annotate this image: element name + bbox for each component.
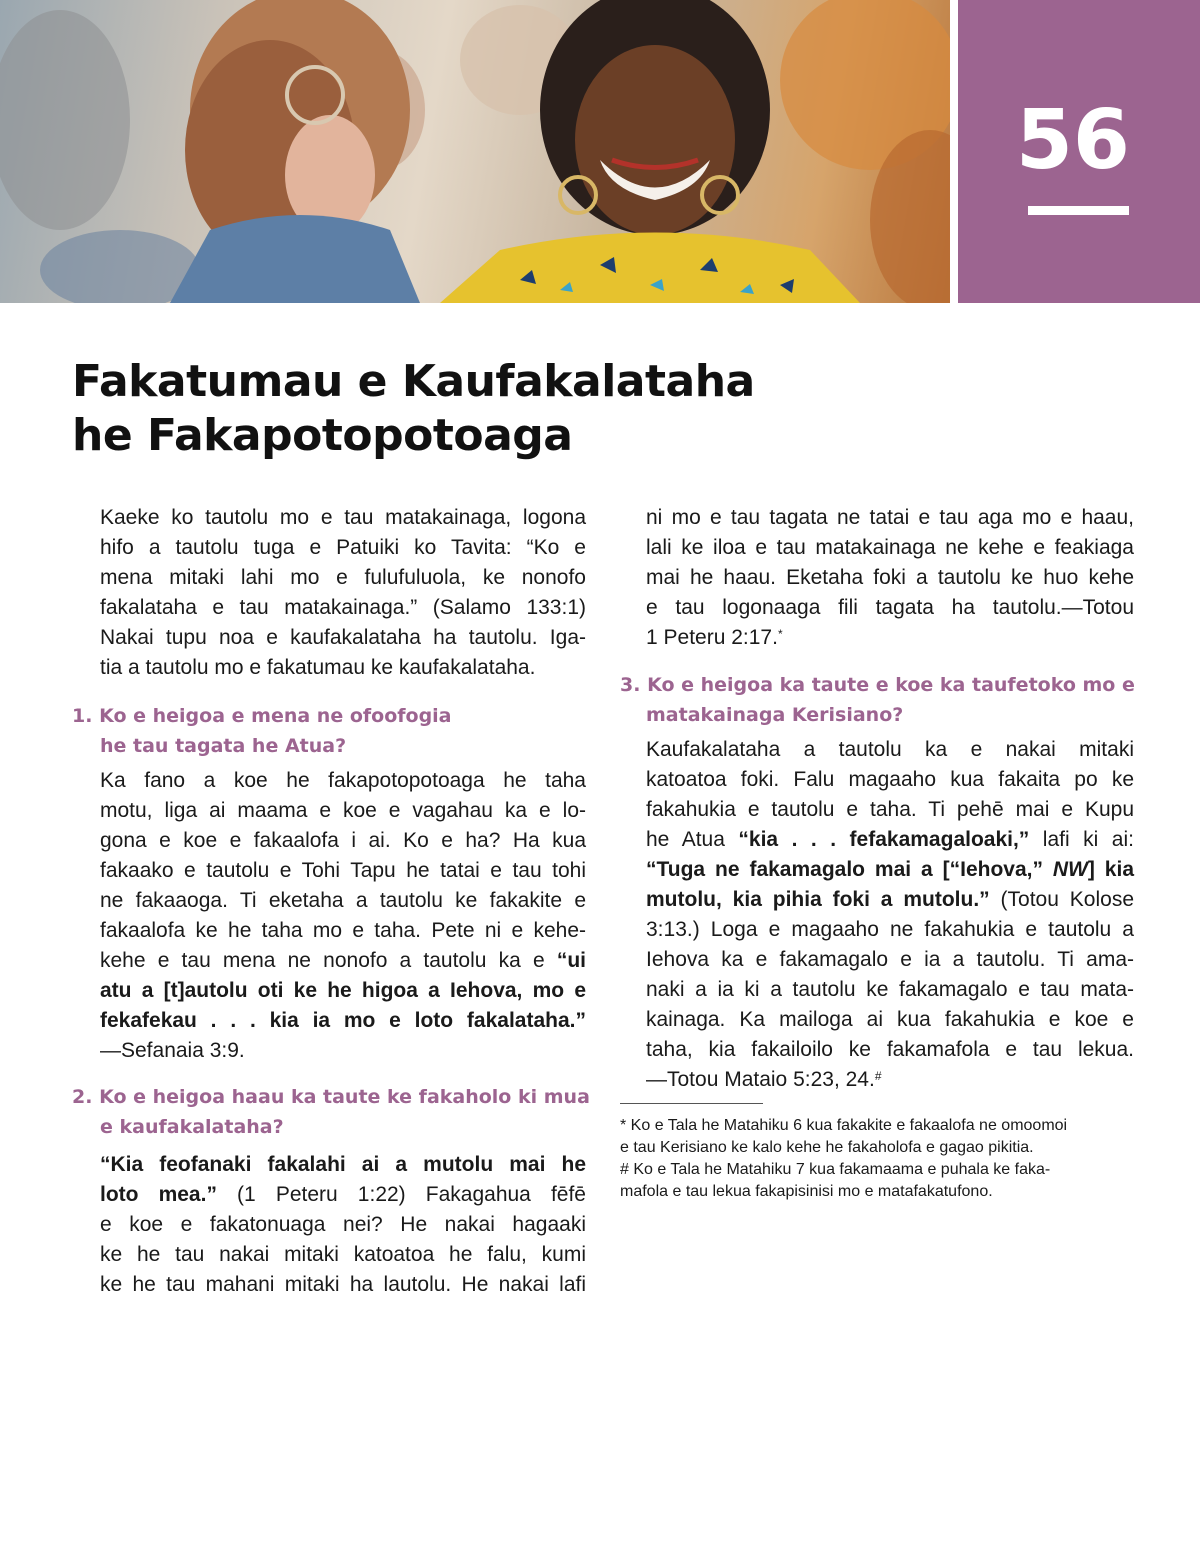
answer-line: Ka fano a koe he fakapotopotoaga he taha <box>100 769 586 792</box>
answer-line: 3:13.) Loga e magaaho ne fakahukia e tautolu a <box>646 918 1134 941</box>
scripture-quote-line: fekafekau . . . kia ia mo e loto fakalataha.” <box>100 1009 586 1032</box>
question-text: Ko e heigoa haau ka taute ke fakaholo ki mua <box>99 1086 590 1108</box>
answer-line: taha, kia fakailoilo ke fakamafola e tau lekua. <box>646 1038 1134 1061</box>
reference-text: —Totou Mataio 5:23, 24. <box>646 1068 875 1091</box>
answer-text: (Totou Kolose <box>989 888 1134 911</box>
answer-line: Kaufakalataha a tautolu ka e nakai mitaki <box>646 738 1134 761</box>
scripture-quote-line: “Kia feofanaki fakalahi ai a mutolu mai he <box>100 1153 586 1176</box>
answer-line: ni mo e tau tagata ne tatai e tau aga mo e haau, <box>646 506 1134 529</box>
scripture-quote: loto mea.” <box>100 1183 217 1206</box>
footnote-line: mafola e tau lekua fakapisinisi mo e matafakatufono. <box>620 1183 993 1200</box>
scripture-quote-line <box>646 855 1134 885</box>
answer-line: ke he tau mahani mitaki ha lautolu. He nakai lafi <box>100 1273 586 1296</box>
intro-line: Nakai tupu noa e kaufakalataha ha tautolu. Iga- <box>100 626 586 649</box>
answer-line: gona e koe e fakaalofa i ai. Ko e ha? Ha kua <box>100 829 586 852</box>
answer-text: (1 Peteru 1:22) Fakagahua fēfē <box>216 1183 586 1206</box>
answer-line <box>646 885 1134 915</box>
intro-line: fakalataha e tau matakainaga.” (Salamo 133:1) <box>100 596 586 619</box>
question-1-heading-cont: he tau tagata he Atua? <box>100 735 347 757</box>
question-text: Ko e heigoa e mena ne ofoofogia <box>99 705 452 727</box>
lesson-number-underline <box>1028 206 1129 215</box>
footnote-divider <box>620 1103 763 1104</box>
translation-abbrev: NW <box>1052 858 1088 881</box>
question-2-heading <box>72 1082 590 1112</box>
question-number: 2. <box>72 1086 93 1108</box>
answer-line: fakahukia e tautolu e taha. Ti pehē mai e Kupu <box>646 798 1134 821</box>
answer-line <box>646 825 1134 855</box>
question-2-heading-cont: e kaufakalataha? <box>100 1116 284 1138</box>
reference-text: 1 Peteru 2:17. <box>646 626 778 649</box>
intro-line: mena mitaki lahi mo e fulufuluola, ke nonofo <box>100 566 586 589</box>
scripture-quote: “Tuga ne fakamagalo mai a [“Iehova,” <box>646 858 1053 881</box>
question-text: Ko e heigoa ka taute e koe ka taufetoko mo e <box>647 674 1135 696</box>
photo-illustration <box>0 0 950 303</box>
answer-line: e tau logonaaga fili tagata ha tautolu.—Totou <box>646 596 1134 619</box>
answer-line: fakaako e tautolu e Tohi Tapu he tatai e tau tohi <box>100 859 586 882</box>
scripture-quote: ] kia <box>1087 858 1134 881</box>
question-number: 1. <box>72 705 93 727</box>
answer-line: Iehova ka e fakamagalo e ia a tautolu. Ti ama- <box>646 948 1134 971</box>
intro-line: tia a tautolu mo e fakatumau ke kaufakalataha. <box>100 656 536 679</box>
intro-line: Kaeke ko tautolu mo e tau matakainaga, logona <box>100 506 586 529</box>
scripture-reference <box>646 623 783 653</box>
answer-text: he Atua <box>646 828 739 851</box>
answer-line: e koe e fakatonuaga nei? He nakai hagaaki <box>100 1213 586 1236</box>
header-photo <box>0 0 950 303</box>
answer-line <box>100 1180 586 1210</box>
answer-text: lafi ki ai: <box>1029 828 1134 851</box>
question-3-heading <box>620 670 1135 700</box>
answer-line: kainaga. Ka mailoga ai kua fakahukia e koe e <box>646 1008 1134 1031</box>
answer-line <box>100 946 586 976</box>
footnote-marker[interactable]: # <box>874 1069 882 1083</box>
lesson-number-panel <box>958 0 1200 303</box>
question-3-heading-cont: matakainaga Kerisiano? <box>646 704 904 726</box>
scripture-quote: mutolu, kia pihia foki a mutolu.” <box>646 888 990 911</box>
answer-line: mai he haau. Eketaha foki a tautolu ke huo kehe <box>646 566 1134 589</box>
answer-line: lali ke iloa e tau matakainaga ne kehe e feakiaga <box>646 536 1134 559</box>
lesson-number: 56 <box>1015 93 1130 188</box>
scripture-quote: “ui <box>556 949 586 972</box>
intro-line: hifo a tautolu tuga e Patuiki ko Tavita: “Ko e <box>100 536 586 559</box>
answer-line: naki a ia ki a tautolu ke fakamagalo e tau mata- <box>646 978 1134 1001</box>
scripture-reference: —Sefanaia 3:9. <box>100 1039 245 1062</box>
scripture-quote: “kia . . . fefakamagaloaki,” <box>738 828 1030 851</box>
page-title <box>72 355 892 463</box>
footnote-line: e tau Kerisiano ke kalo kehe he fakaholofa e gagao pikitia. <box>620 1139 1034 1156</box>
footnote-line: * Ko e Tala he Matahiku 6 kua fakakite e fakaalofa ne omoomoi <box>620 1117 1068 1134</box>
answer-line: ke he tau nakai mitaki katoatoa he falu, kumi <box>100 1243 586 1266</box>
question-number: 3. <box>620 674 641 696</box>
answer-line: fakaalofa ke he taha mo e taha. Pete ni e kehe- <box>100 919 586 942</box>
title-line-2: he Fakapotopotoaga <box>72 410 573 461</box>
scripture-quote-line: atu a [t]autolu oti ke he higoa a Iehova, mo e <box>100 979 586 1002</box>
answer-line: katoatoa foki. Falu magaaho kua fakaita po ke <box>646 768 1134 791</box>
scripture-reference <box>646 1065 882 1095</box>
answer-line: ne fakaaoga. Ti eketaha a tautolu ke fakakite e <box>100 889 586 912</box>
footnote-line: # Ko e Tala he Matahiku 7 kua fakamaama e puhala ke faka- <box>620 1161 1051 1178</box>
answer-text: kehe e tau mena ne nonofo a tautolu ka e <box>100 949 557 972</box>
answer-line: motu, liga ai maama e koe e vagahau ka e lo- <box>100 799 586 822</box>
question-1-heading <box>72 701 452 731</box>
footnote-marker[interactable]: * <box>777 627 783 641</box>
title-line-1: Fakatumau e Kaufakalataha <box>72 356 755 407</box>
